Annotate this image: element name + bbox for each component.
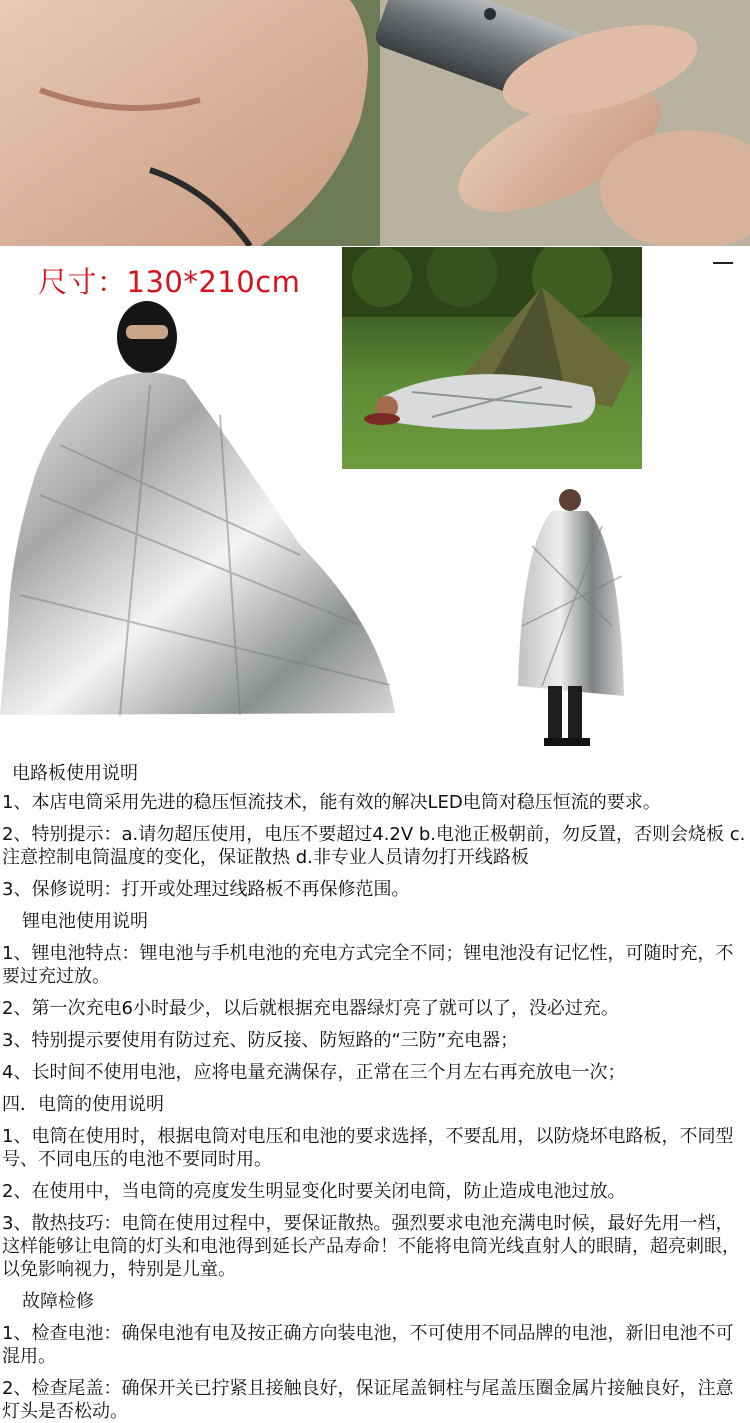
circuit-section-title: 电路板使用说明 (12, 763, 138, 784)
battery-section-title: 锂电池使用说明 (22, 911, 148, 932)
flashlight-section-title: 四．电筒的使用说明 (2, 1094, 164, 1115)
circuit-item-2: 2、特别提示：a.请勿超压使用，电压不要超过4.2V b.电池正极朝前，勿反置，否则会烧板 c.注意控制电筒温度的变化，保证散热 d.非专业人员请勿打开线路板 (2, 824, 746, 868)
dash-mark (713, 262, 733, 264)
repair-item-1: 1、检查电池：确保电池有电及按正确方向装电池，不可使用不同品牌的电池，新旧电池不可混用。 (2, 1323, 734, 1367)
person-in-blanket-icon (0, 295, 395, 723)
flashlight-item-1: 1、电筒在使用时，根据电筒对电压和电池的要求选择，不要乱用，以防烧坏电路板，不同型号、不同电压的电池不要同时用。 (2, 1126, 734, 1170)
whistle-photo-art (0, 0, 750, 246)
instructions-text (0, 762, 750, 1423)
repair-section-title: 故障检修 (22, 1291, 94, 1312)
whistle-photo (0, 0, 750, 246)
battery-item-3: 3、特别提示要使用有防过充、防反接、防短路的“三防”充电器； (2, 1030, 519, 1051)
flashlight-item-3: 3、散热技巧：电筒在使用过程中，要保证散热。强烈要求电池充满电时候，最好先用一档，这样能够让电筒的灯头和电池得到延长产品寿命！不能将电筒光线直射人的眼睛，超亮刺眼，以免影响视力，特别是儿童。 (2, 1213, 740, 1280)
standing-person-icon (512, 486, 632, 751)
flashlight-item-2: 2、在使用中，当电筒的亮度发生明显变化时要关闭电筒，防止造成电池过放。 (2, 1181, 626, 1202)
size-label: 尺寸：130*210cm (38, 265, 301, 299)
repair-item-2: 2、检查尾盖：确保开关已拧紧且接触良好，保证尾盖铜柱与尾盖压圈金属片接触良好，注意灯头是否松动。 (2, 1378, 734, 1422)
circuit-item-1: 1、本店电筒采用先进的稳压恒流技术，能有效的解决LED电筒对稳压恒流的要求。 (2, 792, 661, 813)
battery-item-1: 1、锂电池特点：锂电池与手机电池的充电方式完全不同；锂电池没有记忆性，可随时充，不要过充过放。 (2, 943, 734, 987)
circuit-item-3: 3、保修说明：打开或处理过线路板不再保修范围。 (2, 879, 410, 900)
battery-item-2: 2、第一次充电6小时最少，以后就根据充电器绿灯亮了就可以了，没必过充。 (2, 998, 619, 1019)
camping-blanket-icon (342, 247, 642, 469)
battery-item-4: 4、长时间不使用电池，应将电量充满保存，正常在三个月左右再充放电一次； (2, 1062, 626, 1083)
